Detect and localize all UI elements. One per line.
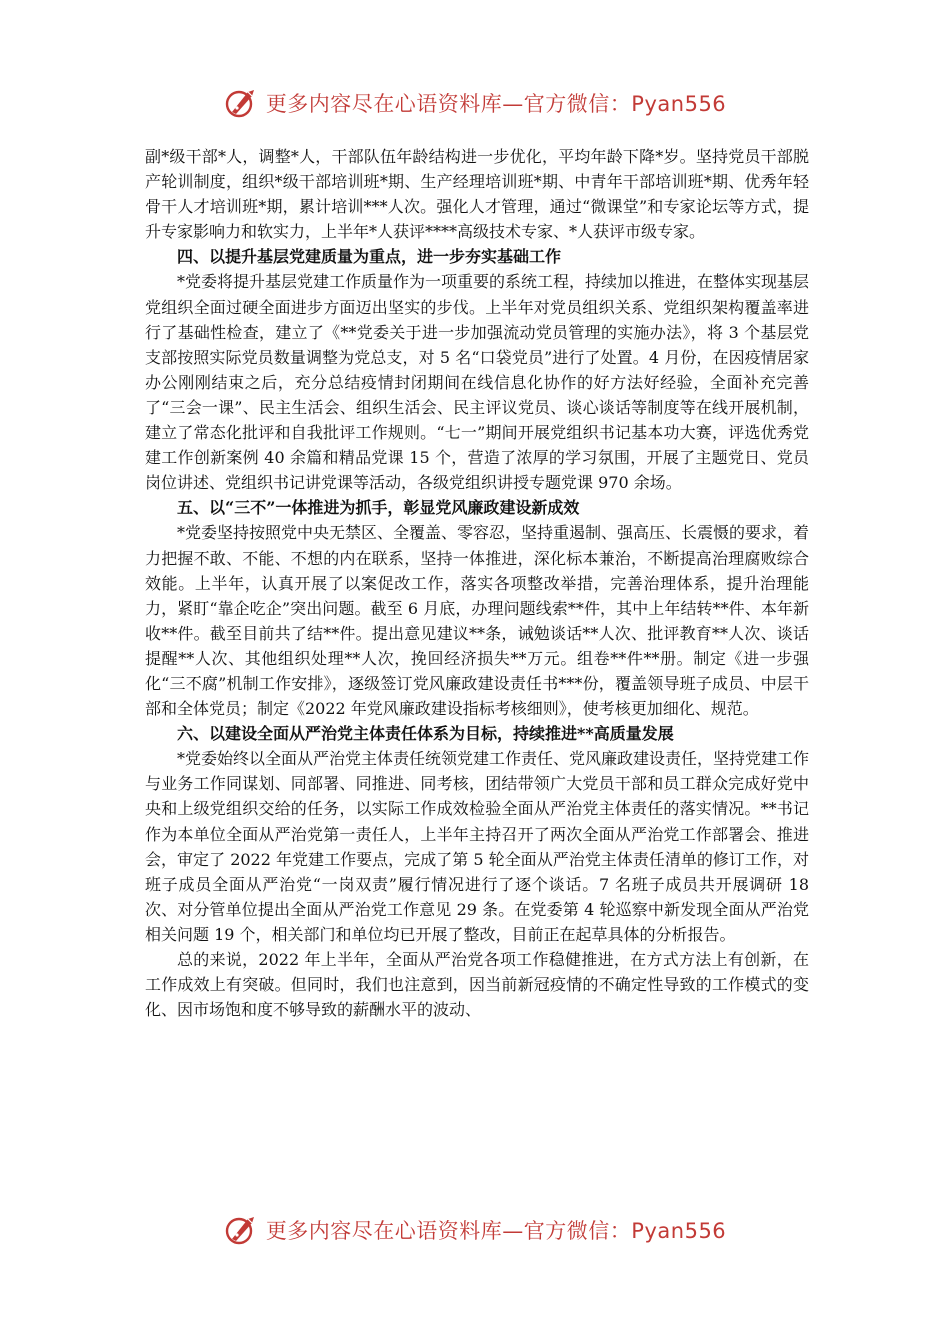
- pen-nib-logo-icon: [224, 85, 260, 121]
- paragraph-main-responsibility: *党委始终以全面从严治党主体责任统领党建工作责任、党风廉政建设责任，坚持党建工作与业务工作同谋划、同部署、同推进、同考核，团结带领广大党员干部和员工群众完成好党中央和上级党组织交给的任务，以实际工作成效检验全面从严治党主体责任的落实情况。**书记作为本单位全面从严治党第一责任人，上半年主持召开了两次全面从严治党工作部署会、推进会，审定了 2022 年党建工作要点，完成了第 5 轮全面从严治党主体责任清单的修订工作，对班子成员全面从严治党“一岗双责”履行情况进行了逐个谈话。7 名班子成员共开展调研 18 次、对分管单位提出全面从严治党工作意见 29 条。在党委第 4 轮巡察中新发现全面从严治党相关问题 19 个，相关部门和单位均已开展了整改，目前正在起草具体的分析报告。: [145, 749, 810, 944]
- paragraph-grassroots-party-building: *党委将提升基层党建工作质量作为一项重要的系统工程，持续加以推进，在整体实现基层党组织全面过硬全面进步方面迈出坚实的步伐。上半年对党员组织关系、党组织架构覆盖率进行了基础性检查，建立了《**党委关于进一步加强流动党员管理的实施办法》，将 3 个基层党支部按照实际党员数量调整为党总支，对 5 名“口袋党员”进行了处置。4 月份，在因疫情居家办公刚刚结束之后，充分总结疫情封闭期间在线信息化协作的好方法好经验，全面补充完善了“三会一课”、民主生活会、组织生活会、民主评议党员、谈心谈话等制度等在线开展机制，建立了常态化批评和自我批评工作规则。“七一”期间开展党组织书记基本功大赛，评选优秀党建工作创新案例 40 余篇和精品党课 15 个，营造了浓厚的学习氛围，开展了主题党日、党员岗位讲述、党组织书记讲党课等活动，各级党组织讲授专题党课 970 余场。: [145, 272, 810, 493]
- paragraph-cadre-training: 副*级干部*人，调整*人，干部队伍年龄结构进一步优化，平均年龄下降*岁。坚持党员干部脱产轮训制度，组织*级干部培训班*期、生产经理培训班*期、中青年干部培训班*期、优秀年轻骨干人才培训班*期，累计培训***人次。强化人才管理，通过“微课堂”和专家论坛等方式，提升专家影响力和软实力，上半年*人获评****高级技术专家、*人获评市级专家。: [145, 147, 809, 242]
- document-body: [145, 144, 809, 1022]
- footer-watermark-banner: [0, 1210, 950, 1250]
- section-heading-4: 四、以提升基层党建质量为重点，进一步夯实基础工作: [177, 247, 562, 267]
- paragraph-summary: 总的来说，2022 年上半年，全面从严治党各项工作稳健推进，在方式方法上有创新，在工作成效上有突破。但同时，我们也注意到，因当前新冠疫情的不确定性导致的工作模式的变化、因市场饱和度不够导致的薪酬水平的波动、: [145, 950, 809, 1020]
- section-heading-5: 五、以“三不”一体推进为抓手，彰显党风廉政建设新成效: [177, 498, 580, 518]
- paragraph-clean-governance: *党委坚持按照党中央无禁区、全覆盖、零容忍，坚持重遏制、强高压、长震慑的要求，着力把握不敢、不能、不想的内在联系，坚持一体推进，深化标本兼治，不断提高治理腐败综合效能。上半年，认真开展了以案促改工作，落实各项整改举措，完善治理体系，提升治理能力，紧盯“靠企吃企”突出问题。截至 6 月底，办理问题线索**件，其中上年结转**件、本年新收**件。截至目前共了结**件。提出意见建议**条，诫勉谈话**人次、批评教育**人次、谈话提醒**人次、其他组织处理**人次，挽回经济损失**万元。组卷**件**册。制定《进一步强化“三不腐”机制工作安排》，逐级签订党风廉政建设责任书***份，覆盖领导班子成员、中层干部和全体党员；制定《2022 年党风廉政建设指标考核细则》，使考核更加细化、规范。: [145, 523, 810, 719]
- header-watermark-banner: [0, 83, 950, 123]
- section-heading-6: 六、以建设全面从严治党主体责任体系为目标，持续推进**高质量发展: [177, 724, 674, 744]
- footer-banner-text: 更多内容尽在心语资料库—官方微信：Pyan556: [265, 1219, 727, 1243]
- header-banner-text: 更多内容尽在心语资料库—官方微信：Pyan556: [265, 92, 727, 116]
- pen-nib-logo-icon: [224, 1212, 260, 1248]
